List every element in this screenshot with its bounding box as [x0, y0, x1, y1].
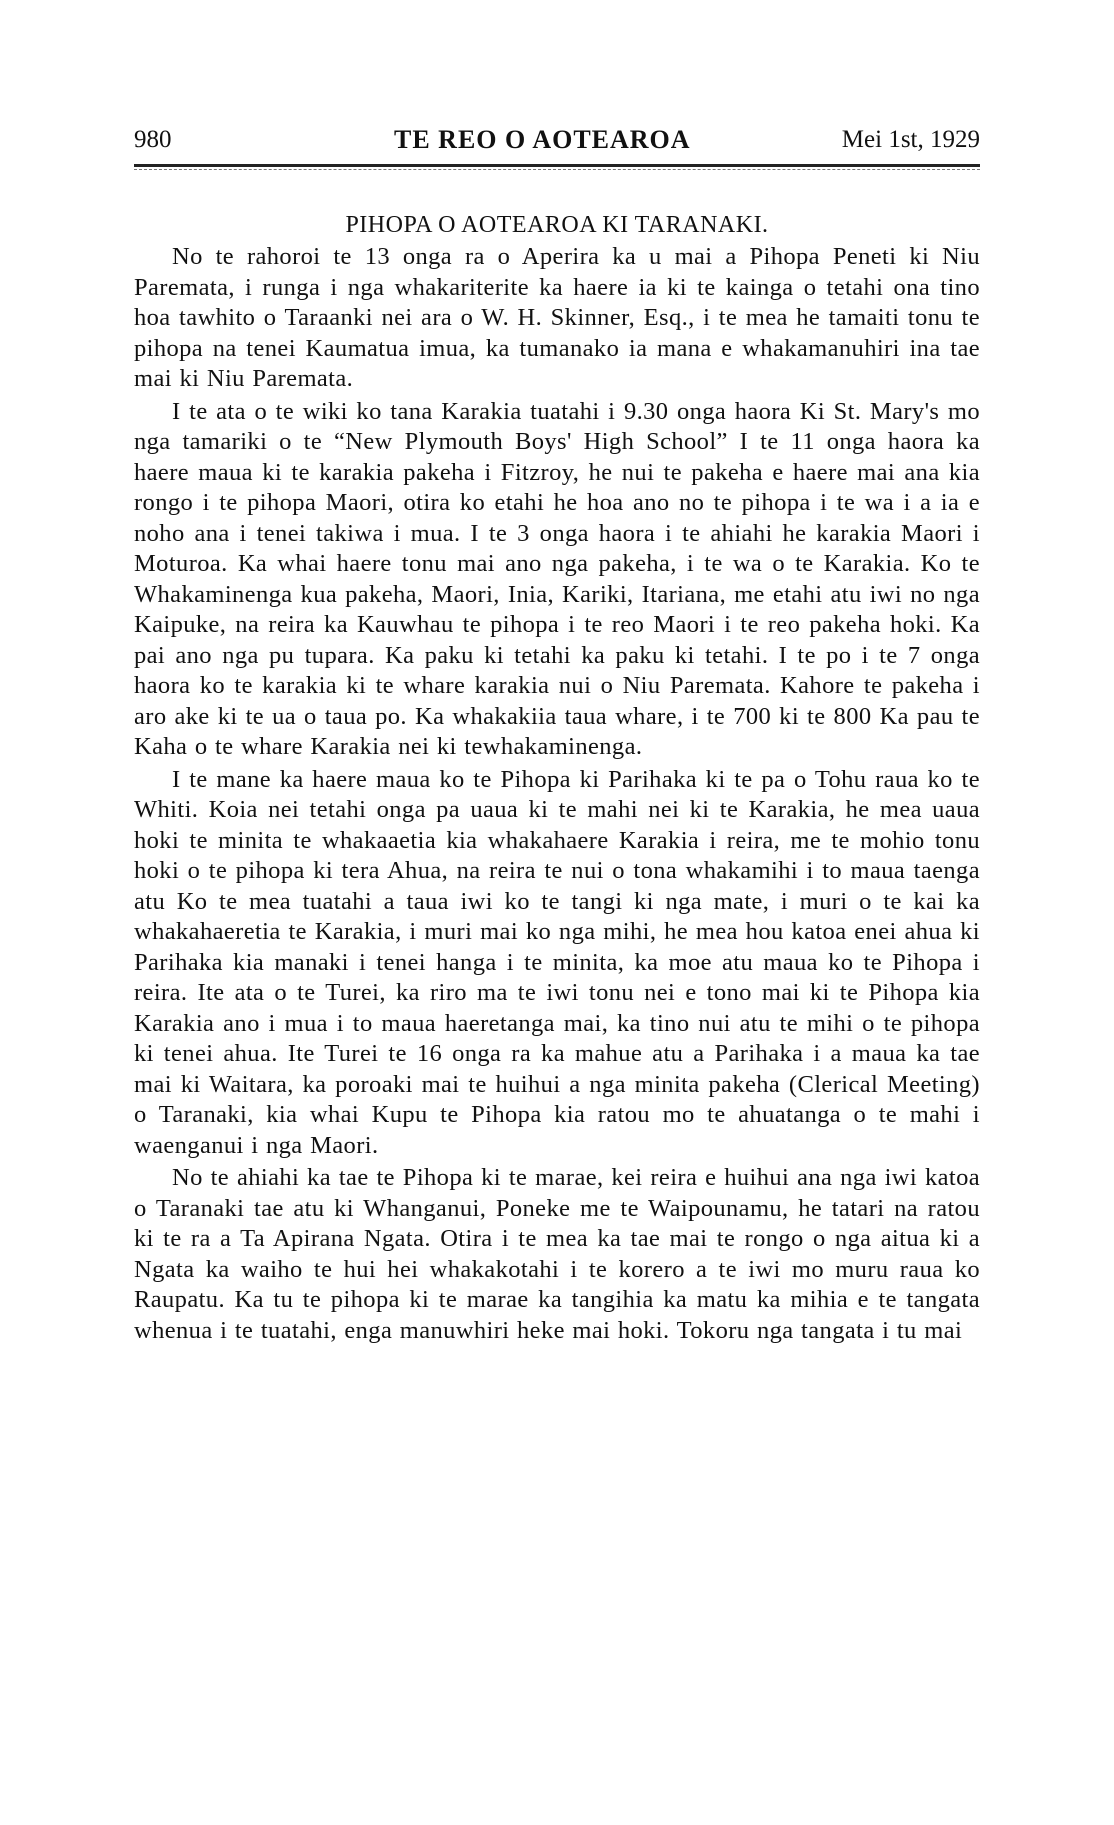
- document-page: [134, 120, 980, 1348]
- article-title: PIHOPA O AOTEAROA KI TARANAKI.: [345, 212, 769, 238]
- header-rule-secondary: [134, 169, 980, 170]
- paragraph-3: I te mane ka haere maua ko te Pihopa ki Parihaka ki te pa o Tohu raua ko te Whiti. Koia nei tetahi onga pa uaua ki te mahi nei ki te Karakia, he mea uaua hoki te minita te whakaaetia kia whakahaere Karakia i reira, me te mohio tonu hoki o te pihopa ki tera Ahua, na reira te nui o tona whakamihi i to maua taenga atu Ko te mea tuatahi a taua iwi ko te tangi ki nga mate, i muri o te kai ka whakahaeretia te Karakia, i muri mai ko nga mihi, he mea hou katoa enei ahua ki Parihaka kia manaki i tenei hanga i te minita, ka moe atu maua ko te Pihopa i reira. Ite ata o te Turei, ka riro ma te iwi tonu nei e tono mai ki te Pihopa kia Karakia ano i mua i to maua haeretanga mai, ka tino nui atu te mihi o te pihopa ki tenei ahua. Ite Turei te 16 onga ra ka mahue atu a Parihaka i a maua ka tae mai ki Waitara, ka poroaki mai te huihui a nga minita pakeha (Clerical Meeting) o Taranaki, kia whai Kupu te Pihopa kia ratou mo te ahuatanga o te mahi i waenganui i nga Maori.: [134, 765, 980, 1159]
- paragraph-2: I te ata o te wiki ko tana Karakia tuatahi i 9.30 onga haora Ki St. Mary's mo nga tamariki o te “New Plymouth Boys' High School” I te 11 onga haora ka haere maua ki te karakia pakeha i Fitzroy, he nui te pakeha e haere mai ana kia rongo i te pihopa Maori, otira ko etahi he hoa ano no te pihopa i te wa i a ia e noho ana i tenei takiwa i mua. I te 3 onga haora i te ahiahi he karakia Maori i Moturoa. Ka whai haere tonu mai ano nga pakeha, i te wa o te Karakia. Ko te Whakaminenga kua pakeha, Maori, Inia, Kariki, Itariana, me etahi atu iwi no nga Kaipuke, na reira ka Kauwhau te pihopa i te reo Maori i te reo pakeha hoki. Ka pai ano nga pu tupara. Ka paku ki tetahi ka paku ki tetahi. I te po i te 7 onga haora ko te karakia ki te whare karakia nui o Niu Paremata. Kahore te pakeha i aro ake ki te ua o taua po. Ka whakakiia taua whare, i te 700 ki te 800 Ka pau te Kaha o te whare Karakia nei ki tewhakaminenga.: [134, 397, 980, 760]
- paragraph-1: No te rahoroi te 13 onga ra o Aperira ka u mai a Pihopa Peneti ki Niu Paremata, i runga i nga whakariterite ka haere ia ki te kainga o tetahi ona tino hoa tawhito o Taraanki nei ara o W. H. Skinner, Esq., i te mea he tamaiti tonu te pihopa na tenei Kaumatua imua, ka tumanako ia mana e whakamanuhiri ina tae mai ki Niu Paremata.: [134, 243, 980, 392]
- header-rule: [134, 164, 980, 167]
- page-number: 980: [134, 126, 172, 153]
- issue-date: Mei 1st, 1929: [841, 126, 980, 153]
- paragraph-4: No te ahiahi ka tae te Pihopa ki te marae, kei reira e huihui ana nga iwi katoa o Taranaki tae atu ki Whanganui, Poneke me te Waipounamu, he tatari na ratou ki te ra a Ta Apirana Ngata. Otira i te mea ka tae mai te rongo o nga aitua ki a Ngata ka waiho te hui hei whakakotahi i te korero a te iwi mo muru raua ko Raupatu. Ka tu te pihopa ki te marae ka tangihia ka matu ka mihia e te tangata whenua i te tuatahi, enga manuwhiri heke mai hoki. Tokoru nga tangata i tu mai: [134, 1164, 980, 1344]
- journal-title: TE REO O AOTEAROA: [394, 125, 691, 154]
- running-head: [134, 120, 980, 160]
